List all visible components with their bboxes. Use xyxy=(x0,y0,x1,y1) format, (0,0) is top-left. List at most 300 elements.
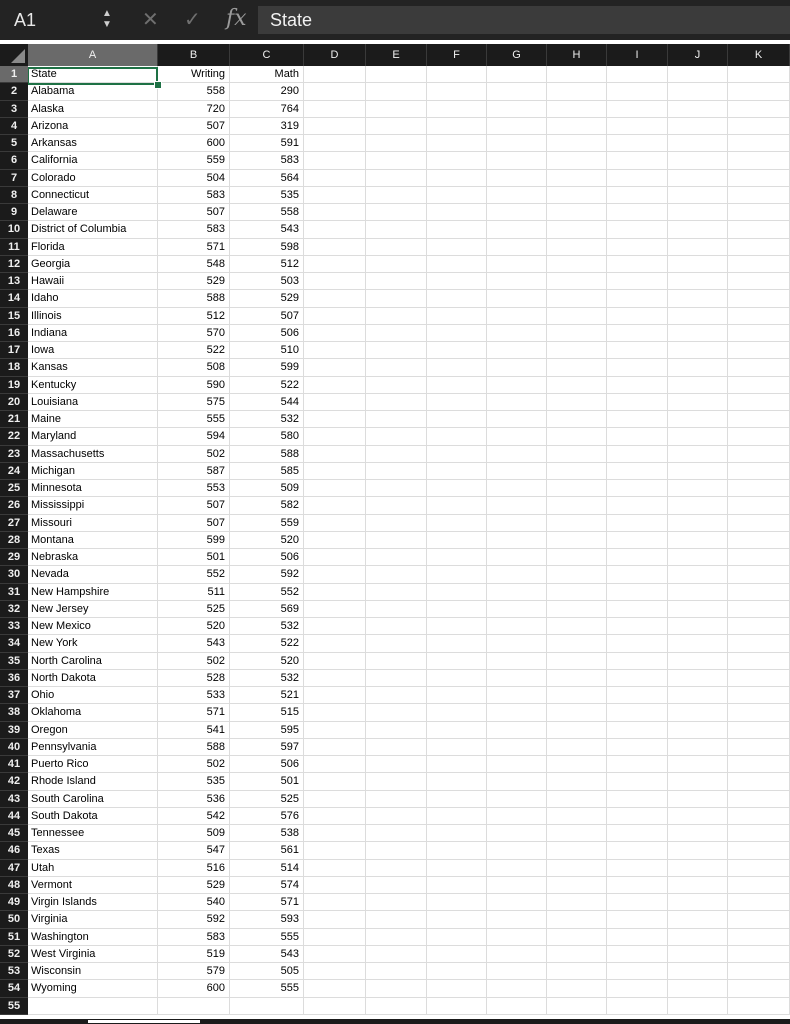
cell-i13[interactable] xyxy=(607,273,668,290)
cell-e45[interactable] xyxy=(366,825,427,842)
cell-j52[interactable] xyxy=(668,946,728,963)
cell-h46[interactable] xyxy=(547,842,607,859)
cell-d50[interactable] xyxy=(304,911,366,928)
cell-k11[interactable] xyxy=(728,239,790,256)
cell-f22[interactable] xyxy=(427,428,487,445)
cell-i21[interactable] xyxy=(607,411,668,428)
row-header[interactable]: 25 xyxy=(0,480,28,497)
cell-d42[interactable] xyxy=(304,773,366,790)
cell-d39[interactable] xyxy=(304,722,366,739)
row-header[interactable]: 53 xyxy=(0,963,28,980)
cell-c38[interactable]: 515 xyxy=(230,704,304,721)
row-header[interactable]: 47 xyxy=(0,860,28,877)
cell-f50[interactable] xyxy=(427,911,487,928)
cell-h55[interactable] xyxy=(547,998,607,1015)
cell-a55[interactable] xyxy=(28,998,158,1015)
cell-i5[interactable] xyxy=(607,135,668,152)
cell-f33[interactable] xyxy=(427,618,487,635)
cell-b55[interactable] xyxy=(158,998,230,1015)
row-header[interactable]: 32 xyxy=(0,601,28,618)
cell-c34[interactable]: 522 xyxy=(230,635,304,652)
cell-k52[interactable] xyxy=(728,946,790,963)
cell-f1[interactable] xyxy=(427,66,487,83)
row-header[interactable]: 1 xyxy=(0,66,28,83)
cell-f35[interactable] xyxy=(427,653,487,670)
row-header[interactable]: 39 xyxy=(0,722,28,739)
cell-a49[interactable]: Virgin Islands xyxy=(28,894,158,911)
cell-f44[interactable] xyxy=(427,808,487,825)
row-header[interactable]: 9 xyxy=(0,204,28,221)
cell-a14[interactable]: Idaho xyxy=(28,290,158,307)
cell-i32[interactable] xyxy=(607,601,668,618)
cell-d47[interactable] xyxy=(304,860,366,877)
cell-c1[interactable]: Math xyxy=(230,66,304,83)
cell-b52[interactable]: 519 xyxy=(158,946,230,963)
cell-d6[interactable] xyxy=(304,152,366,169)
cell-h47[interactable] xyxy=(547,860,607,877)
cell-a5[interactable]: Arkansas xyxy=(28,135,158,152)
cell-d54[interactable] xyxy=(304,980,366,997)
cell-f21[interactable] xyxy=(427,411,487,428)
cell-j4[interactable] xyxy=(668,118,728,135)
row-header[interactable]: 50 xyxy=(0,911,28,928)
cell-a48[interactable]: Vermont xyxy=(28,877,158,894)
cell-b42[interactable]: 535 xyxy=(158,773,230,790)
cell-k43[interactable] xyxy=(728,791,790,808)
cell-g38[interactable] xyxy=(487,704,547,721)
cell-j32[interactable] xyxy=(668,601,728,618)
cell-c36[interactable]: 532 xyxy=(230,670,304,687)
cell-e7[interactable] xyxy=(366,170,427,187)
cell-g54[interactable] xyxy=(487,980,547,997)
cell-c48[interactable]: 574 xyxy=(230,877,304,894)
cell-h30[interactable] xyxy=(547,566,607,583)
cell-d20[interactable] xyxy=(304,394,366,411)
cell-c37[interactable]: 521 xyxy=(230,687,304,704)
cell-a15[interactable]: Illinois xyxy=(28,308,158,325)
cell-i48[interactable] xyxy=(607,877,668,894)
cell-e50[interactable] xyxy=(366,911,427,928)
cell-k18[interactable] xyxy=(728,359,790,376)
row-header[interactable]: 28 xyxy=(0,532,28,549)
cell-c30[interactable]: 592 xyxy=(230,566,304,583)
cell-k54[interactable] xyxy=(728,980,790,997)
cell-k9[interactable] xyxy=(728,204,790,221)
cell-k2[interactable] xyxy=(728,83,790,100)
cell-c5[interactable]: 591 xyxy=(230,135,304,152)
cell-i6[interactable] xyxy=(607,152,668,169)
cell-g14[interactable] xyxy=(487,290,547,307)
cell-b34[interactable]: 543 xyxy=(158,635,230,652)
cell-f7[interactable] xyxy=(427,170,487,187)
cell-i37[interactable] xyxy=(607,687,668,704)
cell-a19[interactable]: Kentucky xyxy=(28,377,158,394)
cell-b35[interactable]: 502 xyxy=(158,653,230,670)
cell-h15[interactable] xyxy=(547,308,607,325)
cell-e9[interactable] xyxy=(366,204,427,221)
cell-e33[interactable] xyxy=(366,618,427,635)
cell-d43[interactable] xyxy=(304,791,366,808)
cell-e6[interactable] xyxy=(366,152,427,169)
cell-i50[interactable] xyxy=(607,911,668,928)
cell-i51[interactable] xyxy=(607,929,668,946)
cell-g49[interactable] xyxy=(487,894,547,911)
cell-b6[interactable]: 559 xyxy=(158,152,230,169)
cell-g45[interactable] xyxy=(487,825,547,842)
cell-e16[interactable] xyxy=(366,325,427,342)
select-all-corner[interactable] xyxy=(0,44,28,66)
cell-f43[interactable] xyxy=(427,791,487,808)
cell-d49[interactable] xyxy=(304,894,366,911)
cell-j37[interactable] xyxy=(668,687,728,704)
cell-g13[interactable] xyxy=(487,273,547,290)
cell-k8[interactable] xyxy=(728,187,790,204)
cell-g39[interactable] xyxy=(487,722,547,739)
column-header-e[interactable]: E xyxy=(366,44,427,66)
fill-handle[interactable] xyxy=(154,81,162,89)
cell-i12[interactable] xyxy=(607,256,668,273)
cell-f12[interactable] xyxy=(427,256,487,273)
cell-j53[interactable] xyxy=(668,963,728,980)
cell-a39[interactable]: Oregon xyxy=(28,722,158,739)
cell-d45[interactable] xyxy=(304,825,366,842)
cell-j17[interactable] xyxy=(668,342,728,359)
cell-a54[interactable]: Wyoming xyxy=(28,980,158,997)
cell-c20[interactable]: 544 xyxy=(230,394,304,411)
cell-i23[interactable] xyxy=(607,446,668,463)
cell-h24[interactable] xyxy=(547,463,607,480)
cell-e19[interactable] xyxy=(366,377,427,394)
cell-c27[interactable]: 559 xyxy=(230,515,304,532)
cell-a24[interactable]: Michigan xyxy=(28,463,158,480)
cell-e13[interactable] xyxy=(366,273,427,290)
cell-c35[interactable]: 520 xyxy=(230,653,304,670)
cell-e30[interactable] xyxy=(366,566,427,583)
cell-h19[interactable] xyxy=(547,377,607,394)
cell-b45[interactable]: 509 xyxy=(158,825,230,842)
row-header[interactable]: 34 xyxy=(0,635,28,652)
cell-d1[interactable] xyxy=(304,66,366,83)
cell-a26[interactable]: Mississippi xyxy=(28,497,158,514)
cell-k16[interactable] xyxy=(728,325,790,342)
cell-b1[interactable]: Writing xyxy=(158,66,230,83)
cell-d51[interactable] xyxy=(304,929,366,946)
cell-h7[interactable] xyxy=(547,170,607,187)
cell-i28[interactable] xyxy=(607,532,668,549)
cell-a33[interactable]: New Mexico xyxy=(28,618,158,635)
row-header[interactable]: 29 xyxy=(0,549,28,566)
cell-a11[interactable]: Florida xyxy=(28,239,158,256)
cell-c41[interactable]: 506 xyxy=(230,756,304,773)
cell-c8[interactable]: 535 xyxy=(230,187,304,204)
cell-j49[interactable] xyxy=(668,894,728,911)
cell-k40[interactable] xyxy=(728,739,790,756)
cell-d36[interactable] xyxy=(304,670,366,687)
row-header[interactable]: 6 xyxy=(0,152,28,169)
cell-j51[interactable] xyxy=(668,929,728,946)
cell-k30[interactable] xyxy=(728,566,790,583)
cell-k13[interactable] xyxy=(728,273,790,290)
cell-k15[interactable] xyxy=(728,308,790,325)
cell-c2[interactable]: 290 xyxy=(230,83,304,100)
cell-d5[interactable] xyxy=(304,135,366,152)
cell-a43[interactable]: South Carolina xyxy=(28,791,158,808)
cell-j45[interactable] xyxy=(668,825,728,842)
cell-b24[interactable]: 587 xyxy=(158,463,230,480)
cell-j6[interactable] xyxy=(668,152,728,169)
row-header[interactable]: 16 xyxy=(0,325,28,342)
cell-b22[interactable]: 594 xyxy=(158,428,230,445)
cell-d21[interactable] xyxy=(304,411,366,428)
column-header-k[interactable]: K xyxy=(728,44,790,66)
row-header[interactable]: 4 xyxy=(0,118,28,135)
cell-e17[interactable] xyxy=(366,342,427,359)
cell-g6[interactable] xyxy=(487,152,547,169)
cell-b14[interactable]: 588 xyxy=(158,290,230,307)
cell-a42[interactable]: Rhode Island xyxy=(28,773,158,790)
cell-i29[interactable] xyxy=(607,549,668,566)
cell-b30[interactable]: 552 xyxy=(158,566,230,583)
cell-j46[interactable] xyxy=(668,842,728,859)
cell-k3[interactable] xyxy=(728,101,790,118)
cell-i39[interactable] xyxy=(607,722,668,739)
cell-f8[interactable] xyxy=(427,187,487,204)
horizontal-scrollbar[interactable] xyxy=(0,1019,790,1024)
cell-e25[interactable] xyxy=(366,480,427,497)
cell-g30[interactable] xyxy=(487,566,547,583)
cell-g22[interactable] xyxy=(487,428,547,445)
column-header-a[interactable]: A xyxy=(28,44,158,66)
cell-f17[interactable] xyxy=(427,342,487,359)
cell-h38[interactable] xyxy=(547,704,607,721)
row-header[interactable]: 26 xyxy=(0,497,28,514)
cell-f54[interactable] xyxy=(427,980,487,997)
cell-i34[interactable] xyxy=(607,635,668,652)
cell-i19[interactable] xyxy=(607,377,668,394)
cell-a52[interactable]: West Virginia xyxy=(28,946,158,963)
cell-c33[interactable]: 532 xyxy=(230,618,304,635)
column-header-c[interactable]: C xyxy=(230,44,304,66)
cell-k31[interactable] xyxy=(728,584,790,601)
cell-h16[interactable] xyxy=(547,325,607,342)
cell-e18[interactable] xyxy=(366,359,427,376)
cell-f16[interactable] xyxy=(427,325,487,342)
cell-c50[interactable]: 593 xyxy=(230,911,304,928)
cell-g27[interactable] xyxy=(487,515,547,532)
cell-i35[interactable] xyxy=(607,653,668,670)
cell-b9[interactable]: 507 xyxy=(158,204,230,221)
cell-d26[interactable] xyxy=(304,497,366,514)
cell-d38[interactable] xyxy=(304,704,366,721)
row-header[interactable]: 22 xyxy=(0,428,28,445)
cell-a51[interactable]: Washington xyxy=(28,929,158,946)
cell-f30[interactable] xyxy=(427,566,487,583)
cell-i1[interactable] xyxy=(607,66,668,83)
cell-h41[interactable] xyxy=(547,756,607,773)
scrollbar-thumb[interactable] xyxy=(88,1020,200,1023)
cell-f40[interactable] xyxy=(427,739,487,756)
cell-c12[interactable]: 512 xyxy=(230,256,304,273)
cell-a21[interactable]: Maine xyxy=(28,411,158,428)
cell-f23[interactable] xyxy=(427,446,487,463)
cell-d12[interactable] xyxy=(304,256,366,273)
cell-j35[interactable] xyxy=(668,653,728,670)
cell-a47[interactable]: Utah xyxy=(28,860,158,877)
cell-i15[interactable] xyxy=(607,308,668,325)
cell-j34[interactable] xyxy=(668,635,728,652)
column-header-g[interactable]: G xyxy=(487,44,547,66)
cell-h35[interactable] xyxy=(547,653,607,670)
cell-d44[interactable] xyxy=(304,808,366,825)
cell-j7[interactable] xyxy=(668,170,728,187)
cell-f20[interactable] xyxy=(427,394,487,411)
cell-e34[interactable] xyxy=(366,635,427,652)
cell-k48[interactable] xyxy=(728,877,790,894)
cell-i3[interactable] xyxy=(607,101,668,118)
cell-c3[interactable]: 764 xyxy=(230,101,304,118)
cell-d53[interactable] xyxy=(304,963,366,980)
cell-b36[interactable]: 528 xyxy=(158,670,230,687)
cell-j23[interactable] xyxy=(668,446,728,463)
cell-c24[interactable]: 585 xyxy=(230,463,304,480)
cell-f36[interactable] xyxy=(427,670,487,687)
cell-f32[interactable] xyxy=(427,601,487,618)
cell-c23[interactable]: 588 xyxy=(230,446,304,463)
cell-c4[interactable]: 319 xyxy=(230,118,304,135)
cell-c18[interactable]: 599 xyxy=(230,359,304,376)
cell-g9[interactable] xyxy=(487,204,547,221)
cell-c7[interactable]: 564 xyxy=(230,170,304,187)
cell-h14[interactable] xyxy=(547,290,607,307)
cell-j12[interactable] xyxy=(668,256,728,273)
cell-d10[interactable] xyxy=(304,221,366,238)
cell-h11[interactable] xyxy=(547,239,607,256)
cell-i40[interactable] xyxy=(607,739,668,756)
cell-h44[interactable] xyxy=(547,808,607,825)
cell-d25[interactable] xyxy=(304,480,366,497)
cell-a34[interactable]: New York xyxy=(28,635,158,652)
cell-g36[interactable] xyxy=(487,670,547,687)
row-header[interactable]: 15 xyxy=(0,308,28,325)
cell-g11[interactable] xyxy=(487,239,547,256)
cell-d34[interactable] xyxy=(304,635,366,652)
cell-j22[interactable] xyxy=(668,428,728,445)
cell-c11[interactable]: 598 xyxy=(230,239,304,256)
cell-g20[interactable] xyxy=(487,394,547,411)
cell-e48[interactable] xyxy=(366,877,427,894)
cell-e51[interactable] xyxy=(366,929,427,946)
row-header[interactable]: 36 xyxy=(0,670,28,687)
cell-b37[interactable]: 533 xyxy=(158,687,230,704)
cell-b54[interactable]: 600 xyxy=(158,980,230,997)
cell-k44[interactable] xyxy=(728,808,790,825)
cell-d22[interactable] xyxy=(304,428,366,445)
cell-f51[interactable] xyxy=(427,929,487,946)
cell-j27[interactable] xyxy=(668,515,728,532)
cell-h4[interactable] xyxy=(547,118,607,135)
cell-f10[interactable] xyxy=(427,221,487,238)
cell-f48[interactable] xyxy=(427,877,487,894)
cell-i10[interactable] xyxy=(607,221,668,238)
cell-h51[interactable] xyxy=(547,929,607,946)
cell-h29[interactable] xyxy=(547,549,607,566)
cell-c29[interactable]: 506 xyxy=(230,549,304,566)
cell-k14[interactable] xyxy=(728,290,790,307)
cell-f49[interactable] xyxy=(427,894,487,911)
cell-j2[interactable] xyxy=(668,83,728,100)
row-header[interactable]: 35 xyxy=(0,653,28,670)
cell-k24[interactable] xyxy=(728,463,790,480)
cell-h9[interactable] xyxy=(547,204,607,221)
cell-k23[interactable] xyxy=(728,446,790,463)
row-header[interactable]: 54 xyxy=(0,980,28,997)
cell-k51[interactable] xyxy=(728,929,790,946)
cell-c49[interactable]: 571 xyxy=(230,894,304,911)
cell-d30[interactable] xyxy=(304,566,366,583)
cell-c13[interactable]: 503 xyxy=(230,273,304,290)
cell-h1[interactable] xyxy=(547,66,607,83)
cell-b51[interactable]: 583 xyxy=(158,929,230,946)
cell-b32[interactable]: 525 xyxy=(158,601,230,618)
cell-i17[interactable] xyxy=(607,342,668,359)
cell-g48[interactable] xyxy=(487,877,547,894)
cell-f38[interactable] xyxy=(427,704,487,721)
cell-b21[interactable]: 555 xyxy=(158,411,230,428)
cell-c14[interactable]: 529 xyxy=(230,290,304,307)
cell-a3[interactable]: Alaska xyxy=(28,101,158,118)
cell-c52[interactable]: 543 xyxy=(230,946,304,963)
cell-c46[interactable]: 561 xyxy=(230,842,304,859)
cell-j29[interactable] xyxy=(668,549,728,566)
row-header[interactable]: 31 xyxy=(0,584,28,601)
cell-k45[interactable] xyxy=(728,825,790,842)
cell-h37[interactable] xyxy=(547,687,607,704)
cell-g34[interactable] xyxy=(487,635,547,652)
cell-i8[interactable] xyxy=(607,187,668,204)
cell-c6[interactable]: 583 xyxy=(230,152,304,169)
cell-c44[interactable]: 576 xyxy=(230,808,304,825)
cell-f6[interactable] xyxy=(427,152,487,169)
row-header[interactable]: 37 xyxy=(0,687,28,704)
cell-f46[interactable] xyxy=(427,842,487,859)
cell-j30[interactable] xyxy=(668,566,728,583)
cell-e10[interactable] xyxy=(366,221,427,238)
cell-g47[interactable] xyxy=(487,860,547,877)
cell-h49[interactable] xyxy=(547,894,607,911)
cell-k37[interactable] xyxy=(728,687,790,704)
fx-icon[interactable]: fx xyxy=(226,6,247,31)
cell-d27[interactable] xyxy=(304,515,366,532)
cell-g35[interactable] xyxy=(487,653,547,670)
cell-i45[interactable] xyxy=(607,825,668,842)
cell-i38[interactable] xyxy=(607,704,668,721)
row-header[interactable]: 10 xyxy=(0,221,28,238)
cell-c32[interactable]: 569 xyxy=(230,601,304,618)
cell-g32[interactable] xyxy=(487,601,547,618)
cell-a25[interactable]: Minnesota xyxy=(28,480,158,497)
cell-d13[interactable] xyxy=(304,273,366,290)
cell-g46[interactable] xyxy=(487,842,547,859)
cell-f2[interactable] xyxy=(427,83,487,100)
cell-h40[interactable] xyxy=(547,739,607,756)
cell-f18[interactable] xyxy=(427,359,487,376)
cell-a2[interactable]: Alabama xyxy=(28,83,158,100)
cell-e54[interactable] xyxy=(366,980,427,997)
cell-i47[interactable] xyxy=(607,860,668,877)
cell-j39[interactable] xyxy=(668,722,728,739)
cell-b44[interactable]: 542 xyxy=(158,808,230,825)
column-header-h[interactable]: H xyxy=(547,44,607,66)
